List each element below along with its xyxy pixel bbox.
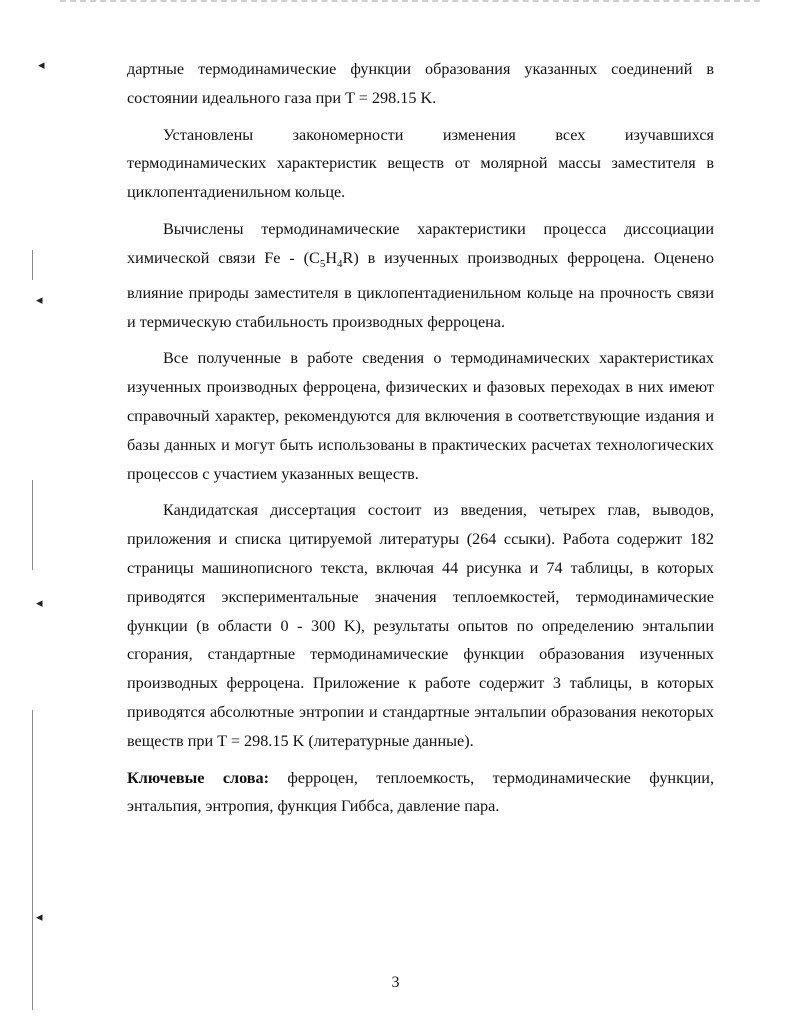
subscript: 5 — [319, 258, 326, 271]
page-number: 3 — [391, 974, 400, 991]
paragraph: Кандидатская диссертация состоит из введения, четырех глав, выводов, приложения и списка цитируемой литературы (264 ссыки). Работа содержит 182 страницы машинописного текста, включая 44 рисунка и 74 таблицы, в которых приводятся экспериментальные значения теплоемкостей, термодинамические функции (в области 0 - 300 K), результаты опытов по определению энтальпии сгорания, стандартные термодинамические функции образования изученных производных ферроцена. Приложение к работе содержит 3 таблицы, в которых приводятся абсолютные энтропии и стандартные энтальпии образования некоторых веществ при T = 298.15 K (литературные данные). — [127, 501, 714, 750]
binding-hole-mark-icon: ◂ — [36, 596, 43, 611]
keywords-text: ферроцен, теплоемкость, термодинамические функции, энтальпия, энтропия, функция Гиббса, давление пара. — [127, 768, 714, 816]
scan-margin-rule — [32, 710, 33, 1010]
paragraph-text: R) в изученных производных ферроцена. Оценено влияние природы заместителя в циклопентадиенильном кольце на прочность связи и термическую стабильность производных ферроцена. — [127, 248, 714, 331]
scan-margin-rule — [32, 250, 33, 280]
subscript: 4 — [337, 258, 343, 271]
scan-margin-rule — [32, 480, 33, 570]
keywords — [127, 764, 714, 822]
paragraph: дартные термодинамические функции образования указанных соединений в состоянии идеального газа при T = 298.15 K. — [127, 60, 714, 107]
binding-hole-mark-icon: ◂ — [38, 58, 45, 73]
paragraph: Установлены закономерности изменения всех изучавшихся термодинамических характеристик веществ от молярной массы заместителя в циклопентадиенильном кольце. — [127, 125, 714, 202]
paragraph: Все полученные в работе сведения о термодинамических характеристиках изученных производных ферроцена, физических и фазовых переходах в них имеют справочный характер, рекомендуются для включения в соответствующие издания и базы данных и могут быть использованы в практических расчетах технологических процессов с участием указанных веществ. — [127, 349, 714, 483]
body-text — [127, 55, 714, 829]
binding-hole-mark-icon: ◂ — [36, 293, 43, 308]
paragraph-text: Вычислены термодинамические характеристики процесса диссоциации химической связи Fe - (C — [127, 219, 714, 267]
paragraph-bond-dissociation — [127, 215, 714, 336]
keywords-label: Ключевые слова: — [127, 768, 270, 787]
paragraph-text: H — [325, 248, 338, 267]
scan-top-border — [60, 0, 760, 5]
binding-hole-mark-icon: ◂ — [36, 910, 43, 925]
